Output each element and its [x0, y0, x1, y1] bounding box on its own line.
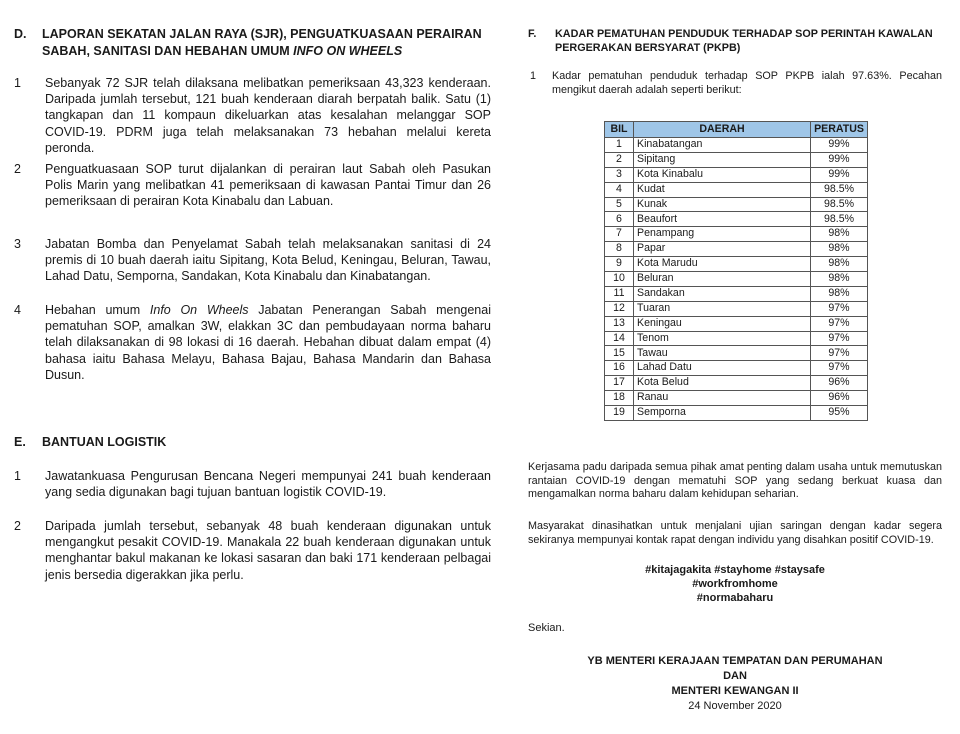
signature-line-1: YB MENTERI KERAJAAN TEMPATAN DAN PERUMAHAN: [587, 655, 883, 667]
table-row: [605, 138, 868, 153]
cell-bil: 19: [605, 406, 634, 421]
table-row: [605, 197, 868, 212]
item-number: 1: [14, 469, 21, 483]
table-row: [605, 391, 868, 406]
item-number: 2: [14, 519, 21, 533]
section-f-title: [555, 28, 933, 55]
cell-peratus: 97%: [811, 316, 868, 331]
cell-daerah: Papar: [634, 242, 811, 257]
cell-daerah: Semporna: [634, 406, 811, 421]
cell-daerah: Tawau: [634, 346, 811, 361]
cell-bil: 13: [605, 316, 634, 331]
table-row: [605, 406, 868, 421]
cell-peratus: 95%: [811, 406, 868, 421]
table-body: [605, 138, 868, 421]
hashtags: [560, 563, 910, 605]
cell-daerah: Lahad Datu: [634, 361, 811, 376]
section-d-title: [42, 26, 482, 60]
table-row: [605, 301, 868, 316]
signature-date: 24 November 2020: [688, 700, 782, 712]
closing-text: Sekian.: [528, 622, 565, 634]
item-text-before: Hebahan umum: [45, 303, 150, 317]
cell-peratus: 97%: [811, 301, 868, 316]
section-f-title-line2: PERGERAKAN BERSYARAT (PKPB): [555, 41, 741, 54]
header-bil: BIL: [605, 122, 634, 138]
item-text: [45, 302, 491, 383]
signature-line-3: MENTERI KEWANGAN II: [671, 685, 799, 697]
item-text: Kadar pematuhan penduduk terhadap SOP PKPB ialah 97.63%. Pecahan mengikut daerah adalah seperti berikut:: [552, 70, 942, 96]
section-d-title-line2: SABAH, SANITASI DAN HEBAHAN UMUM: [42, 44, 290, 58]
item-text: Sebanyak 72 SJR telah dilaksana melibatkan pemeriksaan 43,323 kenderaan. Daripada jumlah tersebut, 121 buah kenderaan diarah berpatah balik. Satu (1) tangkapan dan 11 kompaun dikeluarkan atas kesalahan melanggar SOP COVID-19. PDRM juga telah melaksanakan 73 hebahan melalui kereta peronda.: [45, 76, 491, 155]
cell-peratus: 98%: [811, 257, 868, 272]
item-text-italic: Info On Wheels: [149, 303, 249, 317]
cell-peratus: 98.5%: [811, 197, 868, 212]
item-number: 1: [14, 76, 21, 90]
hashtag-line-1: #kitajagakita #stayhome #staysafe: [645, 564, 825, 576]
cell-bil: 11: [605, 286, 634, 301]
cell-bil: 4: [605, 182, 634, 197]
cell-bil: 7: [605, 227, 634, 242]
cell-daerah: Sipitang: [634, 152, 811, 167]
header-peratus: PERATUS: [811, 122, 868, 138]
table-row: [605, 167, 868, 182]
table-row: [605, 331, 868, 346]
cell-peratus: 96%: [811, 391, 868, 406]
hashtag-line-3: #normabaharu: [696, 592, 774, 604]
item-number: 1: [530, 70, 537, 82]
table-row: [605, 316, 868, 331]
cell-daerah: Penampang: [634, 227, 811, 242]
table-row: [605, 242, 868, 257]
cell-peratus: 97%: [811, 331, 868, 346]
table-row: [605, 272, 868, 287]
cell-peratus: 97%: [811, 361, 868, 376]
cell-peratus: 98%: [811, 286, 868, 301]
cell-peratus: 98%: [811, 242, 868, 257]
cell-daerah: Beaufort: [634, 212, 811, 227]
table-row: [605, 182, 868, 197]
cell-daerah: Kota Belud: [634, 376, 811, 391]
item-number: 2: [14, 162, 21, 176]
table-row: [605, 152, 868, 167]
cell-daerah: Sandakan: [634, 286, 811, 301]
item-text-after: Jabatan Penerangan Sabah mengenai pematuhan SOP, amalkan 3W, elakkan 3C dan pembudayaan norma baharu telah dilaksanakan di 98 lokasi di 16 daerah. Hebahan dibuat dalam empat (4) bahasa iaitu Bahasa Melayu, Bahasa Bajau, Bahasa Mandarin dan Bahasa Dusun.: [45, 303, 491, 382]
item-text: Jabatan Bomba dan Penyelamat Sabah telah melaksanakan sanitasi di 24 premis di 10 buah daerah iaitu Sipitang, Kota Belud, Keningau, Beluran, Tawau, Lahad Datu, Semporna, Sandakan, Kota Kinabalu dan Kinabatangan.: [45, 237, 491, 284]
cell-peratus: 98%: [811, 272, 868, 287]
signature-line-2: DAN: [723, 670, 747, 682]
section-e-heading: [14, 434, 504, 451]
cell-peratus: 99%: [811, 152, 868, 167]
cell-peratus: 98.5%: [811, 212, 868, 227]
section-d-title-line1: LAPORAN SEKATAN JALAN RAYA (SJR), PENGUATKUASAAN PERAIRAN: [42, 27, 482, 41]
cell-daerah: Tenom: [634, 331, 811, 346]
table-row: [605, 257, 868, 272]
table-row: [605, 361, 868, 376]
item-text: Penguatkuasaan SOP turut dijalankan di perairan laut Sabah oleh Pasukan Polis Marin yang melibatkan 41 pemeriksaan di kawasan Pantai Timur dan 26 pemeriksaan di perairan Kota Kinabalu dan Labuan.: [45, 162, 491, 209]
table-header-row: [605, 122, 868, 138]
cell-daerah: Kota Marudu: [634, 257, 811, 272]
cell-bil: 17: [605, 376, 634, 391]
cell-peratus: 96%: [811, 376, 868, 391]
header-daerah: DAERAH: [634, 122, 811, 138]
section-e-title: BANTUAN LOGISTIK: [42, 435, 167, 449]
table-row: [605, 346, 868, 361]
cell-bil: 18: [605, 391, 634, 406]
cell-peratus: 99%: [811, 167, 868, 182]
cell-peratus: 98.5%: [811, 182, 868, 197]
cell-peratus: 98%: [811, 227, 868, 242]
cell-bil: 3: [605, 167, 634, 182]
cooperation-paragraph: Kerjasama padu daripada semua pihak amat penting dalam usaha untuk memutuskan rantaian COVID-19 dengan mematuhi SOP yang sedang berkuat kuasa dan mengamalkan norma baharu dalam kehidupan seharian.: [528, 461, 942, 500]
advice-paragraph: Masyarakat dinasihatkan untuk menjalani ujian saringan dengan kadar segera sekiranya mempunyai kontak rapat dengan individu yang disahkan positif COVID-19.: [528, 520, 942, 546]
cell-daerah: Kudat: [634, 182, 811, 197]
cell-bil: 2: [605, 152, 634, 167]
section-d-title-italic: INFO ON WHEELS: [293, 44, 403, 58]
cell-bil: 6: [605, 212, 634, 227]
section-d-heading: [14, 26, 504, 62]
cell-bil: 15: [605, 346, 634, 361]
hashtag-line-2: #workfromhome: [692, 578, 778, 590]
cell-bil: 14: [605, 331, 634, 346]
cell-daerah: Kota Kinabalu: [634, 167, 811, 182]
cell-daerah: Tuaran: [634, 301, 811, 316]
table-row: [605, 212, 868, 227]
section-f-letter: F.: [528, 28, 537, 40]
compliance-table: [604, 121, 868, 421]
cell-bil: 1: [605, 138, 634, 153]
cell-daerah: Kinabatangan: [634, 138, 811, 153]
cell-daerah: Ranau: [634, 391, 811, 406]
table-row: [605, 376, 868, 391]
cell-bil: 16: [605, 361, 634, 376]
cell-bil: 9: [605, 257, 634, 272]
item-text: Daripada jumlah tersebut, sebanyak 48 buah kenderaan digunakan untuk mengangkut pesakit COVID-19. Manakala 22 buah kenderaan digunakan untuk menghantar bakul makanan ke lokasi sasaran dan baki 171 kenderaan pelbagai jenis bersedia digerakkan jika perlu.: [45, 519, 491, 582]
table-row: [605, 286, 868, 301]
cell-daerah: Beluran: [634, 272, 811, 287]
table-row: [605, 227, 868, 242]
cell-peratus: 97%: [811, 346, 868, 361]
signature-block: [560, 654, 910, 714]
section-e-letter: E.: [14, 435, 26, 449]
cell-bil: 12: [605, 301, 634, 316]
cell-bil: 5: [605, 197, 634, 212]
item-text: Jawatankuasa Pengurusan Bencana Negeri mempunyai 241 buah kenderaan yang sedia digunakan bagi tujuan bantuan logistik COVID-19.: [45, 469, 491, 500]
section-f-title-line1: KADAR PEMATUHAN PENDUDUK TERHADAP SOP PERINTAH KAWALAN: [555, 28, 933, 40]
cell-daerah: Keningau: [634, 316, 811, 331]
item-number: 4: [14, 303, 21, 317]
cell-bil: 10: [605, 272, 634, 287]
cell-daerah: Kunak: [634, 197, 811, 212]
section-f-heading: [528, 28, 948, 58]
item-number: 3: [14, 237, 21, 251]
cell-peratus: 99%: [811, 138, 868, 153]
cell-bil: 8: [605, 242, 634, 257]
section-d-letter: D.: [14, 27, 27, 41]
